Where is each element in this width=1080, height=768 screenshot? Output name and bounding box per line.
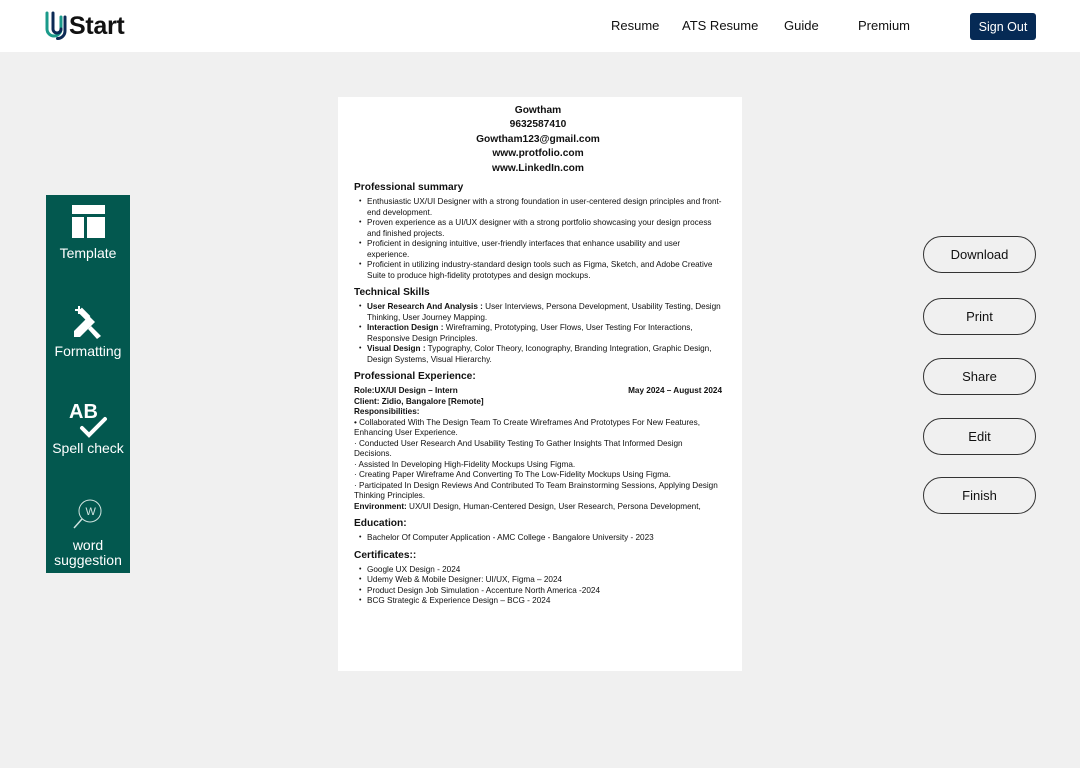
finish-button[interactable]: Finish [923, 477, 1036, 514]
tool-panel [46, 195, 130, 573]
tool-formatting[interactable] [46, 306, 130, 359]
resume-linkedin: www.LinkedIn.com [492, 162, 584, 174]
resume-phone: 9632587410 [509, 119, 567, 131]
environment-line [354, 502, 722, 513]
summary-item: • Proficient in utilizing industry-standard design tools such as Figma, Sketch, and Adobe Creative Suite to produce high-fidelity prototypes and design mockups. [367, 260, 722, 281]
resume-page[interactable] [338, 97, 742, 671]
skill-label: Interaction Design : [367, 323, 444, 333]
skill-text: Typography, Color Theory, Iconography, Branding Integration, Graphic Design, Design Systems, Visual Hierarchy. [367, 344, 712, 364]
skill-item [367, 344, 722, 365]
role-row [354, 386, 722, 397]
certificate-item: • Udemy Web & Mobile Designer: UI/UX, Figma – 2024 [367, 575, 722, 586]
responsibility-item: · Participated In Design Reviews And Contributed To Team Brainstorming Sessions, Applying Design Thinking Principles. [354, 480, 718, 501]
summary-item: • Proficient in designing intuitive, user-friendly interfaces that enhance usability and user experience. [367, 239, 722, 260]
top-header [0, 0, 1080, 52]
skill-label: Visual Design : [367, 344, 426, 354]
nav-resume[interactable]: Resume [611, 18, 660, 33]
client-line: Client: Zidio, Bangalore [Remote] [354, 396, 484, 406]
responsibility-item: · Conducted User Research And Usability Testing To Gather Insights That Informed Design Decisions. [354, 438, 683, 459]
education-list [354, 533, 722, 544]
environment-label: Environment: [354, 501, 407, 511]
edit-button[interactable]: Edit [923, 418, 1036, 455]
responsibility-item: · Assisted In Developing High-Fidelity Mockups Using Figma. [354, 459, 576, 469]
certificate-item: • Google UX Design - 2024 [367, 565, 722, 576]
environment-text: UX/UI Design, Human-Centered Design, User Research, Persona Development, [406, 501, 701, 511]
nav-ats-resume[interactable]: ATS Resume [682, 18, 759, 33]
summary-item: • Proven experience as a UI/UX designer with a strong portfolio showcasing your design process and finished projects. [367, 218, 722, 239]
tool-word-suggestion[interactable] [46, 498, 130, 568]
responsibility-item: · Creating Paper Wireframe And Converting To The Low-Fidelity Mockups Using Figma. [354, 470, 671, 480]
print-button[interactable]: Print [923, 298, 1036, 335]
svg-text:W: W [85, 506, 96, 518]
role-dates: May 2024 – August 2024 [628, 386, 722, 396]
skill-text: User Interviews, Persona Development, Usability Testing, Design Thinking, User Journey Mapping. [367, 302, 721, 322]
tool-spell-check[interactable] [46, 398, 130, 456]
logo-mark-icon [44, 11, 68, 41]
word-suggestion-icon [71, 498, 105, 532]
role-title: Role:UX/UI Design – Intern [354, 386, 458, 396]
resume-email: Gowtham123@gmail.com [476, 133, 600, 145]
sign-out-button[interactable]: Sign Out [970, 13, 1036, 40]
download-button[interactable]: Download [923, 236, 1036, 273]
skill-item [367, 302, 722, 323]
education-heading: Education: [354, 518, 407, 530]
education-item: • Bachelor Of Computer Application - AMC College - Bangalore University - 2023 [367, 533, 722, 544]
certificate-item: • Product Design Job Simulation - Accenture North America -2024 [367, 586, 722, 597]
skill-label: User Research And Analysis : [367, 302, 483, 312]
tool-template-label: Template [59, 245, 117, 261]
responsibility-item: • Collaborated With The Design Team To Create Wireframes And Prototypes For New Features, Enhancing User Experience. [354, 417, 700, 438]
skill-text: Wireframing, Prototyping, User Flows, User Testing For Interactions, Responsive Design Principles. [367, 323, 693, 343]
resume-portfolio: www.protfolio.com [492, 148, 584, 160]
summary-heading: Professional summary [354, 182, 464, 194]
skills-list [354, 302, 722, 365]
tool-formatting-label: Formatting [54, 343, 122, 359]
summary-item: • Enthusiastic UX/UI Designer with a strong foundation in user-centered design principles and front-end development. [367, 197, 722, 218]
template-icon [72, 205, 105, 238]
responsibilities-label: Responsibilities: [354, 407, 420, 417]
summary-list [354, 197, 722, 281]
svg-text:AB: AB [69, 401, 98, 423]
tool-word-suggestion-label-1: word [72, 537, 104, 553]
formatting-icon [71, 306, 105, 340]
skill-item [367, 323, 722, 344]
certificates-list [354, 565, 722, 607]
certificate-item: • BCG Strategic & Experience Design – BCG - 2024 [367, 596, 722, 607]
share-button[interactable]: Share [923, 358, 1036, 395]
nav-premium[interactable]: Premium [858, 18, 911, 33]
spell-check-icon [65, 398, 111, 438]
nav-guide[interactable]: Guide [784, 18, 819, 33]
logo-text: Start [69, 12, 125, 40]
certificates-heading: Certificates:: [354, 549, 417, 561]
tool-word-suggestion-label-2: suggestion [54, 552, 122, 568]
resume-name: Gowtham [514, 105, 562, 116]
logo[interactable] [44, 10, 124, 42]
experience-heading: Professional Experience: [354, 371, 476, 383]
skills-heading: Technical Skills [354, 287, 430, 299]
tool-template[interactable] [46, 205, 130, 261]
tool-spell-check-label: Spell check [52, 440, 124, 456]
